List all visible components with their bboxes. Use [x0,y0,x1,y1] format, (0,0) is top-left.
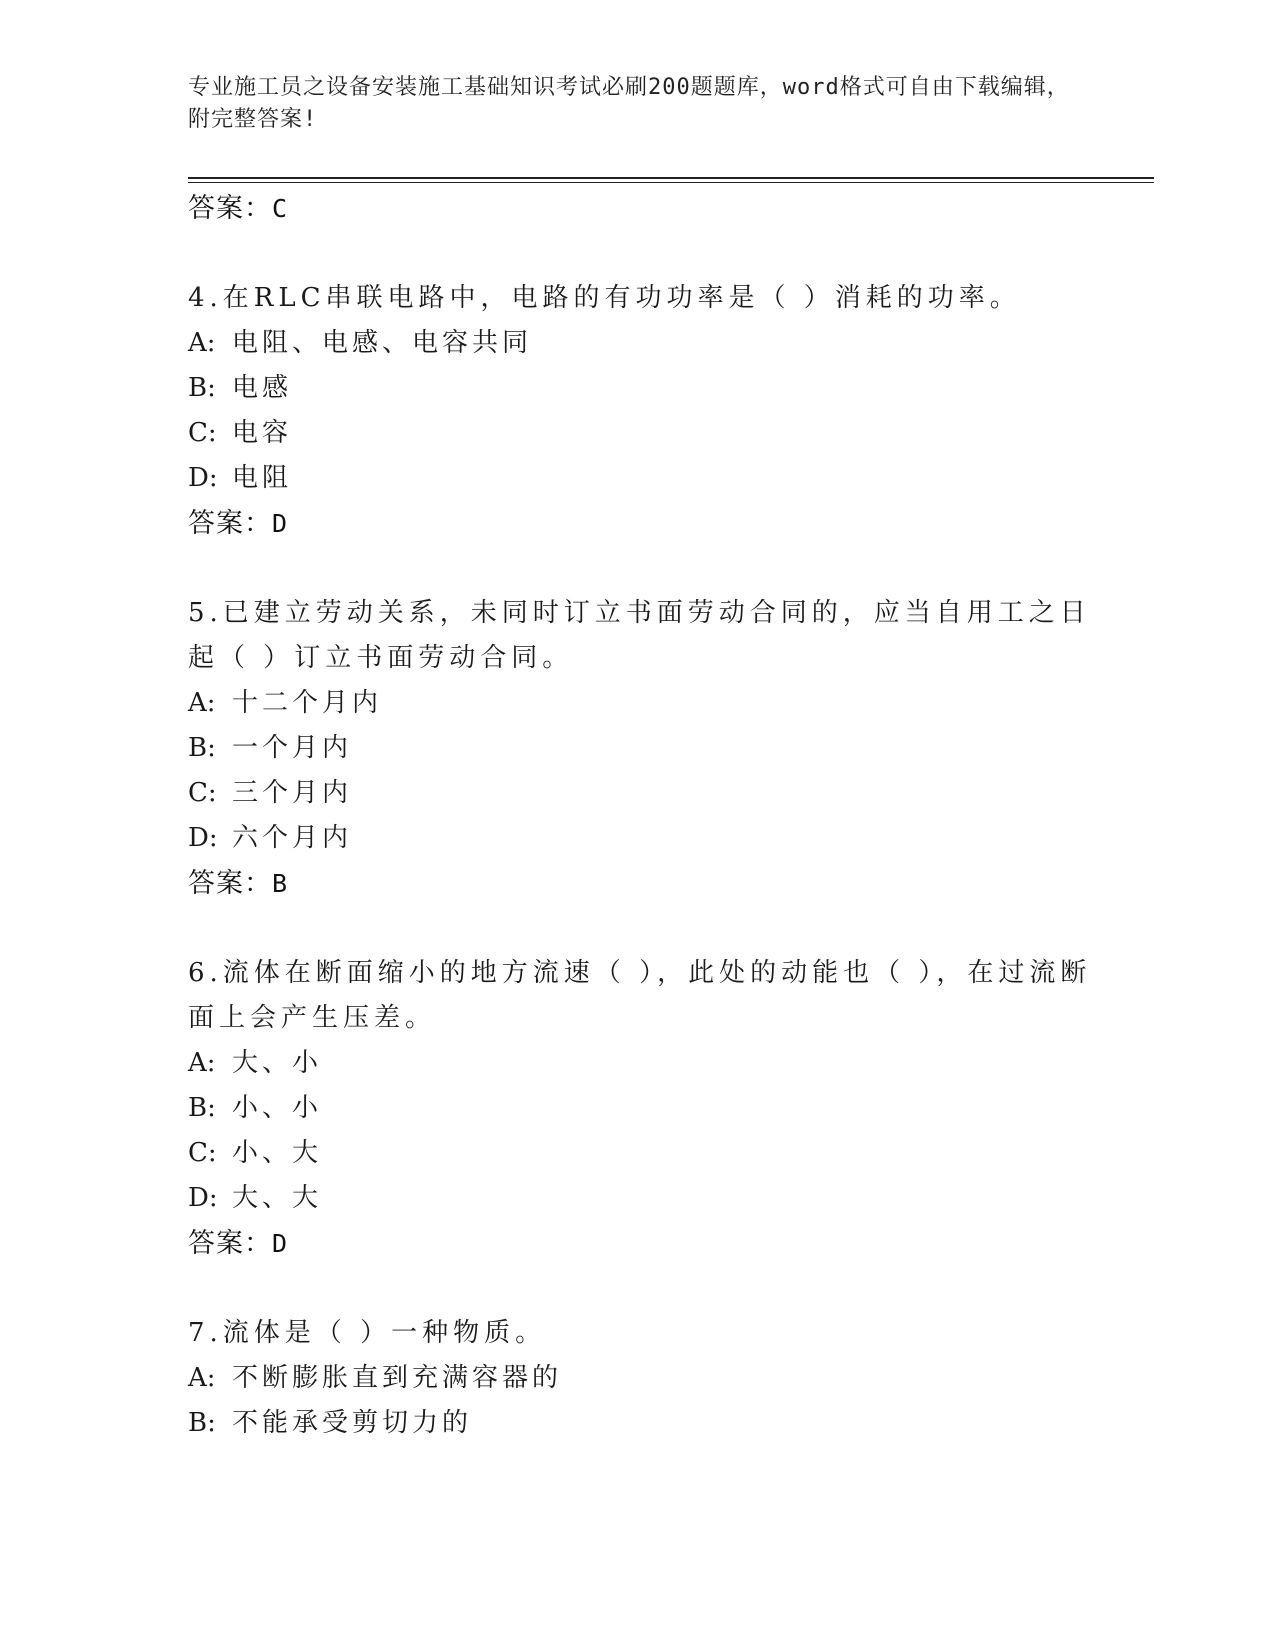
question-4 [188,276,1108,547]
option-key: D: [188,463,218,493]
answer-label: 答案： [188,1228,272,1259]
question-7 [188,1311,1108,1446]
option-text: 大、小 [232,1048,323,1078]
answer-value: D [272,1229,289,1258]
option-d [188,456,1108,501]
option-key: B: [188,733,216,763]
option-text: 电容 [232,418,293,448]
option-text: 一个月内 [232,733,353,763]
answer-value: D [272,509,289,538]
question-5 [188,591,1108,907]
option-text: 电阻、电感、电容共同 [232,328,533,358]
answer-label: 答案： [188,868,272,899]
option-key: A: [188,688,216,718]
header-rule-thin [188,182,1154,183]
option-a [188,681,1108,726]
option-key: B: [188,373,216,403]
answer-line [188,501,1108,547]
option-c [188,771,1108,816]
header-rule-thick [188,177,1154,179]
option-key: C: [188,418,217,448]
answer-label: 答案： [188,193,272,224]
option-text: 小、大 [232,1138,323,1168]
option-text: 三个月内 [232,778,353,808]
option-key: D: [188,823,218,853]
answer-line [188,186,1108,232]
answer-label: 答案： [188,508,272,539]
option-c [188,1131,1108,1176]
answer-value: C [272,194,289,223]
option-b [188,366,1108,411]
option-key: D: [188,1183,218,1213]
option-b [188,726,1108,771]
option-a [188,1356,1108,1401]
question-6 [188,951,1108,1267]
option-text: 电阻 [232,463,293,493]
option-text: 十二个月内 [232,688,383,718]
option-key: A: [188,1048,216,1078]
option-key: C: [188,1138,217,1168]
answer-value: B [272,869,289,898]
answer-line [188,861,1108,907]
option-b [188,1086,1108,1131]
option-key: B: [188,1093,216,1123]
option-text: 电感 [232,373,293,403]
option-text: 不能承受剪切力的 [232,1408,473,1438]
option-key: C: [188,778,217,808]
option-d [188,816,1108,861]
option-text: 小、小 [232,1093,323,1123]
question-text: 6.流体在断面缩小的地方流速（ ），此处的动能也（ ），在过流断面上会产生压差。 [188,958,1092,1033]
option-key: A: [188,328,216,358]
option-b [188,1401,1108,1446]
question-text: 5.已建立劳动关系，未同时订立书面劳动合同的，应当自用工之日起（ ）订立书面劳动合同。 [188,598,1091,673]
option-c [188,411,1108,456]
option-text: 六个月内 [232,823,353,853]
question-text: 4.在RLC串联电路中，电路的有功功率是（ ）消耗的功率。 [188,283,1021,313]
option-text: 不断膨胀直到充满容器的 [232,1363,563,1393]
option-a [188,1041,1108,1086]
document-header: 专业施工员之设备安装施工基础知识考试必刷200题题库，word格式可自由下载编辑，附完整答案! [188,75,1070,132]
answer-line [188,1221,1108,1267]
question-list [188,186,1108,1446]
option-d [188,1176,1108,1221]
option-key: A: [188,1363,216,1393]
option-key: B: [188,1408,216,1438]
option-a [188,321,1108,366]
question-text: 7.流体是（ ）一种物质。 [188,1318,547,1348]
option-text: 大、大 [232,1183,323,1213]
